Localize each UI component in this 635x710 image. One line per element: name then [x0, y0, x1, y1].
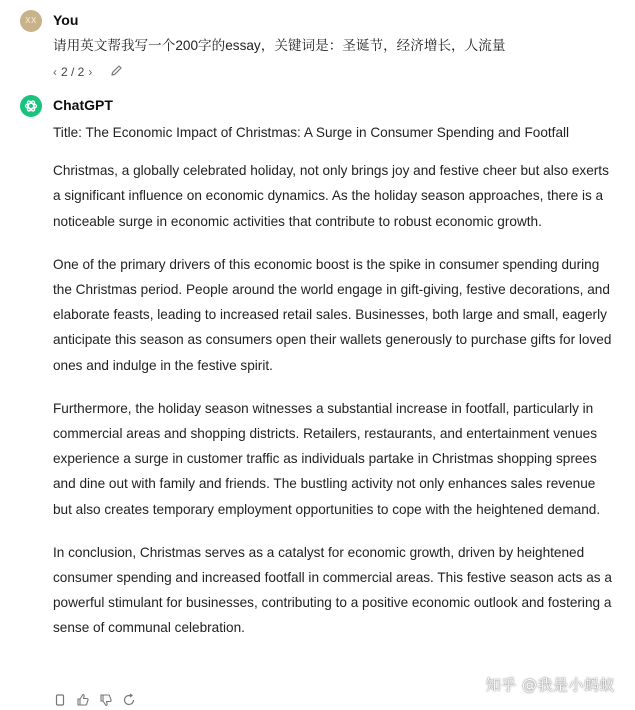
assistant-response	[53, 120, 617, 659]
regenerate-icon[interactable]	[122, 693, 136, 707]
essay-paragraph: Christmas, a globally celebrated holiday, not only brings joy and festive cheer but also exerts a significant influence on economic dynamics. As the holiday season approaches, there is a noticeable surge in economic activities that contribute to robust economic growth.	[53, 163, 609, 229]
user-author-name: You	[53, 12, 79, 28]
essay-paragraph: In conclusion, Christmas serves as a catalyst for economic growth, driven by heightened consumer spending and increased footfall in commercial areas. This festive season acts as a powerful stimulant for businesses, contributing to a positive economic outlook and fostering a sense of communal celebration.	[53, 544, 612, 636]
user-message-text: 请用英文帮我写一个200字的essay，关键词是：圣诞节，经济增长，人流量	[53, 38, 506, 53]
edit-pencil-icon[interactable]	[110, 64, 123, 80]
watermark-text: 知乎 @我是小蚂蚁	[485, 676, 615, 694]
essay-paragraph: Furthermore, the holiday season witnesses a substantial increase in footfall, particularly in commercial areas and shopping districts. Retailers, restaurants, and entertainment venues experience a surge in customer traffic as individuals partake in Christmas shopping sprees and dine out with family and friends. The bustling activity not only enhances sales revenue but also creates temporary employment opportunities to cope with the heightened demand.	[53, 400, 601, 517]
chevron-right-icon[interactable]: ›	[88, 65, 93, 79]
copy-icon[interactable]	[53, 693, 67, 707]
response-pager	[53, 64, 123, 80]
pager-count: 2 / 2	[61, 65, 85, 79]
thumbs-down-icon[interactable]	[99, 693, 113, 707]
message-actions	[53, 693, 136, 707]
assistant-author-name: ChatGPT	[53, 97, 113, 113]
thumbs-up-icon[interactable]	[76, 693, 90, 707]
user-avatar: XX	[20, 10, 42, 32]
chatgpt-logo-icon	[20, 95, 42, 117]
essay-title: Title: The Economic Impact of Christmas: A Surge in Consumer Spending and Footfall	[53, 125, 570, 140]
chevron-left-icon[interactable]: ‹	[53, 65, 57, 79]
essay-paragraph: One of the primary drivers of this economic boost is the spike in consumer spending during the Christmas period. People around the world engage in gift-giving, festive decorations, and elaborate feasts, leading to increased retail sales. Businesses, both large and small, eagerly anticipate this season as consumers open their wallets generously to purchase gifts for loved ones and indulge in the festive spirit.	[53, 256, 612, 373]
